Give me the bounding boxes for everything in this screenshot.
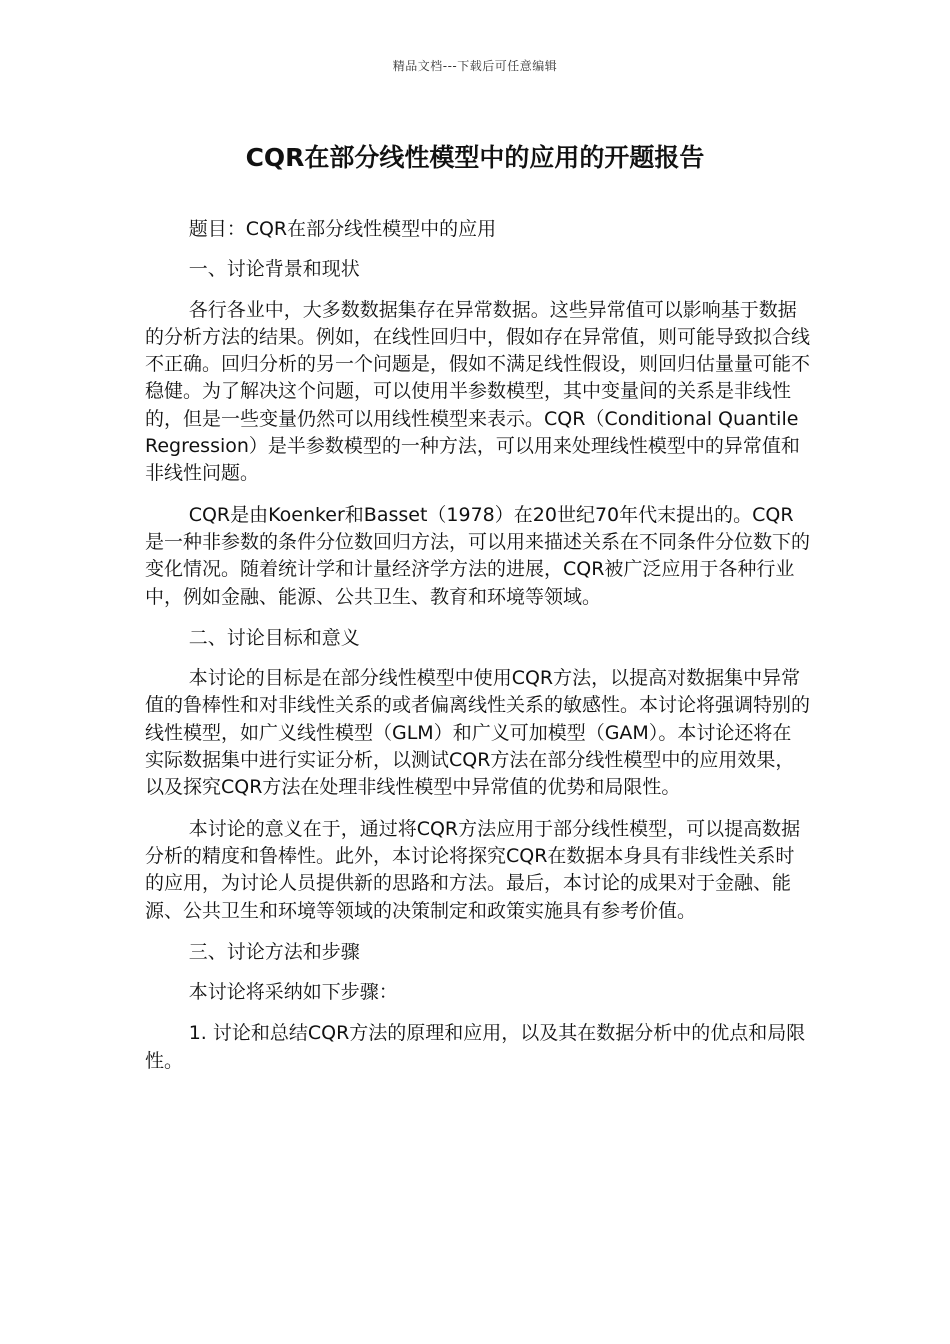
paragraph-goals-2: 本讨论的意义在于，通过将CQR方法应用于部分线性模型，可以提高数据分析的精度和鲁棒性。此外，本讨论将探究CQR在数据本身具有非线性关系时的应用，为讨论人员提供新的思路和方法。最后，本讨论的成果对于金融、能源、公共卫生和环境等领域的决策制定和政策实施具有参考价值。 bbox=[145, 817, 801, 922]
section-heading-background: 一、讨论背景和现状 bbox=[188, 258, 360, 281]
paragraph-background-1: 各行各业中，大多数数据集存在异常数据。这些异常值可以影响基于数据的分析方法的结果。例如，在线性回归中，假如存在异常值，则可能导致拟合线不正确。回归分析的另一个问题是，假如不满足线性假设，则回归估量量可能不稳健。为了解决这个问题，可以使用半参数模型，其中变量间的关系是非线性的，但是一些变量仍然可以用线性模型来表示。CQR（Conditional Quantile Regression）是半参数模型的一种方法，可以用来处理线性模型中的异常值和非线性问题。 bbox=[145, 298, 811, 485]
section-heading-methods: 三、讨论方法和步骤 bbox=[188, 940, 360, 963]
paragraph-methods-intro: 本讨论将采纳如下步骤： bbox=[188, 981, 398, 1004]
document-title: CQR在部分线性模型中的应用的开题报告 bbox=[245, 143, 705, 172]
paragraph-background-2: CQR是由Koenker和Basset（1978）在20世纪70年代末提出的。CQR是一种非参数的条件分位数回归方法，可以用来描述关系在不同条件分位数下的变化情况。随着统计学和计量经济学方法的进展，CQR被广泛应用于各种行业中，例如金融、能源、公共卫生、教育和环境等领域。 bbox=[145, 503, 811, 608]
paragraph-goals-1: 本讨论的目标是在部分线性模型中使用CQR方法，以提高对数据集中异常值的鲁棒性和对非线性关系的或者偏离线性关系的敏感性。本讨论将强调特别的线性模型，如广义线性模型（GLM）和广义可加模型（GAM）。本讨论还将在实际数据集中进行实证分析，以测试CQR方法在部分线性模型中的应用效果，以及探究CQR方法在处理非线性模型中异常值的优势和局限性。 bbox=[145, 667, 811, 799]
section-heading-goals: 二、讨论目标和意义 bbox=[188, 626, 360, 649]
paragraph-step-1: 1. 讨论和总结CQR方法的原理和应用，以及其在数据分析中的优点和局限性。 bbox=[145, 1022, 806, 1072]
header-watermark: 精品文档---下载后可任意编辑 bbox=[392, 59, 558, 73]
topic-line: 题目：CQR在部分线性模型中的应用 bbox=[188, 218, 497, 240]
document-body bbox=[145, 216, 810, 1089]
